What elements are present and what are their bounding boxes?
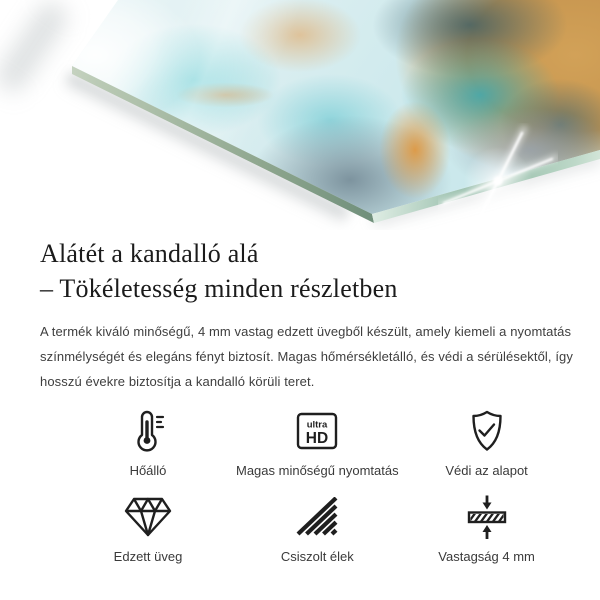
- feature-label: Csiszolt élek: [280, 549, 354, 564]
- description-line: hosszú évekre biztosítja a kandalló körüli teret.: [40, 374, 315, 389]
- feature-label: Edzett üveg: [113, 549, 183, 564]
- feature-thickness: [399, 494, 575, 564]
- ultra-hd-icon-text-top: ultra: [307, 419, 328, 431]
- feature-print-quality: [236, 408, 399, 478]
- feature-label: Vastagság 4 mm: [438, 549, 535, 564]
- ultra-hd-icon-text-bottom: HD: [306, 430, 329, 447]
- feature-grid: [40, 408, 560, 564]
- diamond-icon: [123, 494, 173, 540]
- page-title: [40, 236, 560, 306]
- feature-polished-edges: [236, 494, 399, 564]
- feature-protects-base: [399, 408, 575, 478]
- feature-label: Magas minőségű nyomtatás: [236, 463, 399, 478]
- description-line: színmélységét és elegáns fényt biztosít. Magas hőmérsékletálló, és védi a sérülésektől, így: [40, 349, 573, 364]
- product-description: [40, 319, 573, 394]
- product-info-section: [0, 236, 600, 564]
- product-photo: [0, 0, 600, 230]
- page-title-line1: Alátét a kandalló alá: [40, 239, 259, 268]
- feature-label: Hőálló: [129, 463, 167, 478]
- thickness-arrows-icon: [465, 494, 509, 540]
- page-title-line2: – Tökéletesség minden részletben: [40, 274, 398, 303]
- polished-edges-icon: [295, 494, 339, 540]
- panel-shadow-upper: [0, 0, 72, 97]
- description-line: A termék kiváló minőségű, 4 mm vastag edzett üvegből készült, amely kiemeli a nyomtatás: [40, 324, 572, 339]
- feature-tempered-glass: [60, 494, 236, 564]
- feature-heat-resistant: [60, 408, 236, 478]
- feature-label: Védi az alapot: [445, 463, 528, 478]
- shield-check-icon: [465, 408, 509, 454]
- ultra-hd-icon: [295, 408, 339, 454]
- thermometer-icon: [128, 408, 168, 454]
